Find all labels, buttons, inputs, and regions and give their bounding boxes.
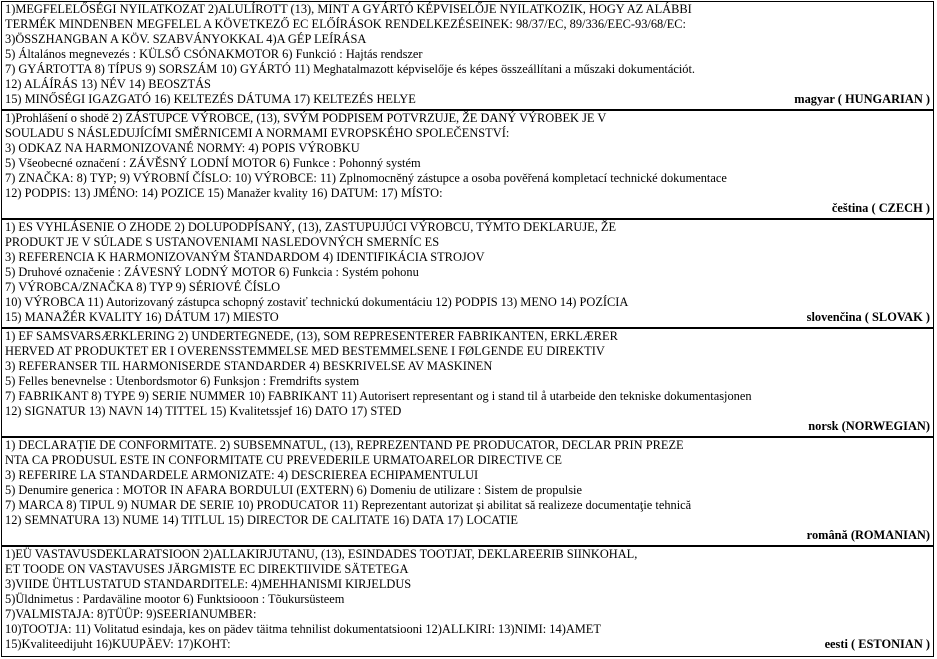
text-line: 15)Kvaliteedijuht 16)KUUPÄEV: 17)KOHT: (5, 637, 231, 651)
text-line: 3)VIIDE ÜHTLUSTATUD STANDARDITELE: 4)MEHHANISMI KIRJELDUS (5, 577, 412, 591)
language-label: slovenčina ( SLOVAK ) (801, 310, 930, 325)
language-label: eesti ( ESTONIAN ) (819, 637, 930, 652)
text-line: 5)Üldnimetus : Pardaväline mootor 6) Funktsiooon : Tõukursüsteem (5, 592, 345, 606)
section-czech (1, 110, 934, 219)
text-line: 15) MANAŽÉR KVALITY 16) DÁTUM 17) MIESTO (5, 310, 279, 324)
language-label: norsk (NORWEGIAN) (808, 419, 930, 433)
text-line: 1)Prohlášení o shodě 2) ZÁSTUPCE VÝROBCE, (13), SVÝM PODPISEM POTVRZUJE, ŽE DANÝ VÝROBEK JE V (5, 111, 607, 125)
text-line: 3) REFERIRE LA STANDARDELE ARMONIZATE: 4) DESCRIEREA ECHIPAMENTULUI (5, 468, 479, 482)
text-line: 1) EF SAMSVARSÆRKLERING 2) UNDERTEGNEDE, (13), SOM REPRESENTERER FABRIKANTEN, ERKLÆRER (5, 329, 618, 343)
text-line-last (5, 310, 930, 325)
text-line: HERVED AT PRODUKTET ER I OVERENSSTEMMELSE MED BESTEMMELSENE I FØLGENDE EU DIREKTIV (5, 344, 605, 358)
section-estonian (1, 546, 934, 657)
text-line: 5) Denumire generica : MOTOR IN AFARA BORDULUI (EXTERN) 6) Domeniu de utilizare : Sistem de propulsie (5, 483, 582, 497)
text-line-last (5, 92, 930, 107)
language-label: čeština ( CZECH ) (831, 201, 930, 215)
language-label: română (ROMANIAN) (806, 528, 930, 542)
text-line: 3) ODKAZ NA HARMONIZOVANÉ NORMY: 4) POPIS VÝROBKU (5, 141, 360, 155)
text-line: ET TOODE ON VASTAVUSES JÄRGMISTE EC DIREKTIIVIDE SÄTETEGA (5, 562, 409, 576)
text-line: 3) REFERANSER TIL HARMONISERDE STANDARDER 4) BESKRIVELSE AV MASKINEN (5, 359, 493, 373)
text-line: 3) REFERENCIA K HARMONIZOVANÝM ŠTANDARDOM 4) IDENTIFIKÁCIA STROJOV (5, 250, 485, 264)
section-slovak (1, 219, 934, 328)
section-norwegian (1, 328, 934, 437)
text-line: 7)VALMISTAJA: 8)TÜÜP: 9)SEERIANUMBER: (5, 607, 257, 621)
text-line: 7) GYÁRTOTTA 8) TÍPUS 9) SORSZÁM 10) GYÁRTÓ 11) Meghatalmazott képviselője és képes összeállítani a műszaki dokumentációt. (5, 62, 696, 76)
text-line: TERMÉK MINDENBEN MEGFELEL A KÖVETKEZŐ EC ELŐÍRÁSOK RENDELKEZÉSEINEK: 98/37/EC, 89/336/EEC-93/68/EC: (5, 17, 686, 31)
text-line: 12) ALÁÍRÁS 13) NÉV 14) BEOSZTÁS (5, 77, 211, 91)
text-line: 5) Felles benevnelse : Utenbordsmotor 6) Funksjon : Fremdrifts system (5, 374, 360, 388)
text-line: PRODUKT JE V SÚLADE S USTANOVENIAMI NASLEDOVNÝCH SMERNÍC ES (5, 235, 440, 249)
text-line-last (5, 637, 930, 652)
text-line: 1)EÜ VASTAVUSDEKLARATSIOON 2)ALLAKIRJUTANU, (13), ESINDADES TOOTJAT, DEKLAREERIB SIINKOHAL, (5, 547, 638, 561)
text-line: 1) DECLARAȚIE DE CONFORMITATE. 2) SUBSEMNATUL, (13), REPREZENTAND PE PRODUCATOR, DECLAR PRIN PREZE (5, 438, 684, 452)
section-hungarian (1, 1, 934, 110)
text-line: 10)TOOTJA: 11) Volitatud esindaja, kes on pädev täitma tehnilist dokumentatsiooni 12)ALLKIRI: 13)NIMI: 14)AMET (5, 622, 601, 636)
text-line: NTA CA PRODUSUL ESTE IN CONFORMITATE CU PREVEDERILE URMATOARELOR DIRECTIVE CE (5, 453, 562, 467)
text-line: 1)MEGFELELŐSÉGI NYILATKOZAT 2)ALULÍROTT (13), MINT A GYÁRTÓ KÉPVISELŐJE NYILATKOZIK, HOGY AZ ALÁBBI (5, 2, 692, 16)
text-line: 12) PODPIS: 13) JMÉNO: 14) POZICE 15) Manažer kvality 16) DATUM: 17) MÍSTO: (5, 186, 443, 200)
text-line: 5) Všeobecné označení : ZÁVĚSNÝ LODNÍ MOTOR 6) Funkce : Pohonný systém (5, 156, 421, 170)
text-line: 10) VÝROBCA 11) Autorizovaný zástupca schopný zostaviť technickú dokumentáciu 12) PODPIS 13) MENO 14) POZÍCIA (5, 295, 629, 309)
text-line: 15) MINŐSÉGI IGAZGATÓ 16) KELTEZÉS DÁTUMA 17) KELTEZÉS HELYE (5, 92, 416, 106)
text-line: 7) FABRIKANT 8) TYPE 9) SERIE NUMMER 10) FABRIKANT 11) Autorisert representant og i stand til å utarbeide den tekniske dokumentasjonen (5, 389, 752, 403)
text-line: 1) ES VYHLÁSENIE O ZHODE 2) DOLUPODPÍSANÝ, (13), ZASTUPUJÚCI VÝROBCU, TÝMTO DEKLARUJE, ŽE (5, 220, 617, 234)
text-line: SOULADU S NÁSLEDUJÍCÍMI SMĚRNICEMI A NORMAMI EVROPSKÉHO SPOLEČENSTVÍ: (5, 126, 510, 140)
text-line: 5) Általános megnevezés : KÜLSŐ CSÓNAKMOTOR 6) Funkció : Hajtás rendszer (5, 47, 423, 61)
text-line: 7) VÝROBCA/ZNAČKA 8) TYP 9) SÉRIOVÉ ČÍSLO (5, 280, 281, 294)
section-romanian (1, 437, 934, 546)
text-line: 12) SEMNATURA 13) NUME 14) TITLUL 15) DIRECTOR DE CALITATE 16) DATA 17) LOCATIE (5, 513, 518, 527)
language-label: magyar ( HUNGARIAN ) (788, 92, 930, 107)
text-line: 7) MARCA 8) TIPUL 9) NUMAR DE SERIE 10) PRODUCATOR 11) Reprezentant autorizat și abilitat să realizeze documentaţie tehnică (5, 498, 692, 512)
text-line: 12) SIGNATUR 13) NAVN 14) TITTEL 15) Kvalitetssjef 16) DATO 17) STED (5, 404, 402, 418)
text-line: 7) ZNAČKA: 8) TYP; 9) VÝROBNÍ ČÍSLO: 10) VÝROBCE: 11) Zplnomocněný zástupce a osoba pověřená kompletací technické dokumentace (5, 171, 727, 185)
text-line: 5) Druhové označenie : ZÁVESNÝ LODNÝ MOTOR 6) Funkcia : Systém pohonu (5, 265, 419, 279)
text-line: 3)ÖSSZHANGBAN A KÖV. SZABVÁNYOKKAL 4)A GÉP LEÍRÁSA (5, 32, 367, 46)
